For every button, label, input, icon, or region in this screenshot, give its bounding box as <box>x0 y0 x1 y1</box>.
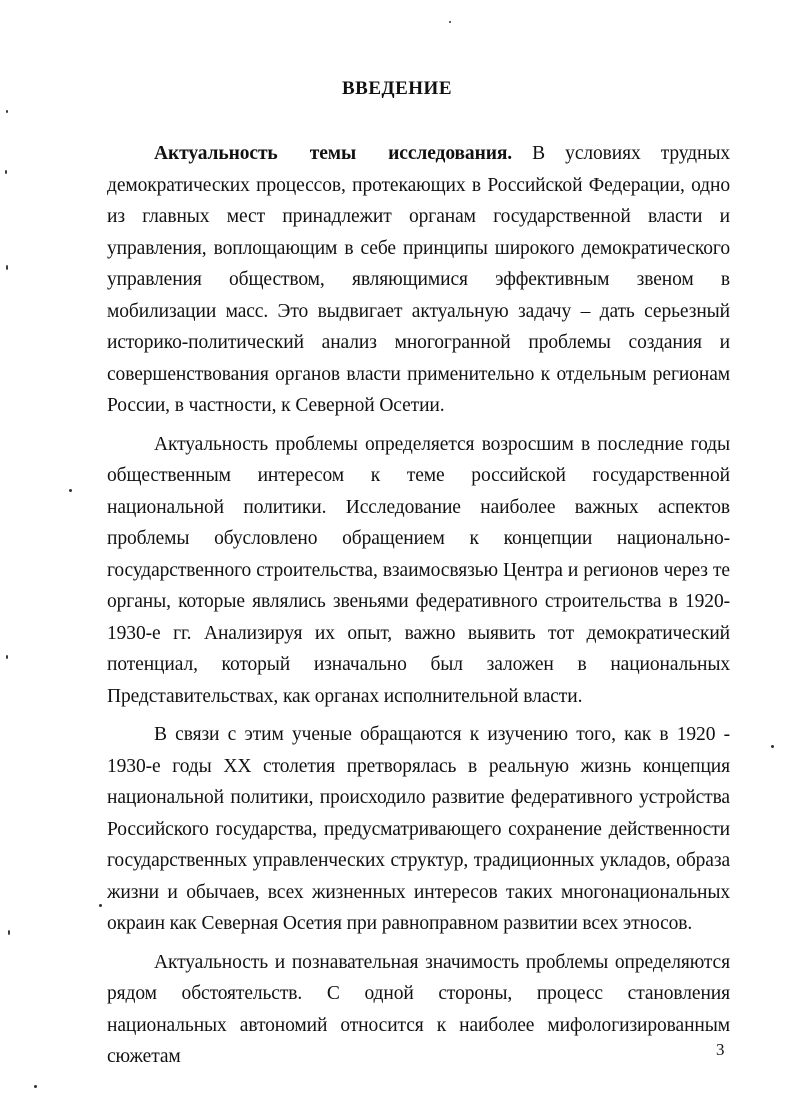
scan-speck <box>69 489 72 492</box>
scan-speck <box>99 904 102 907</box>
scan-speck <box>771 745 774 748</box>
paragraph-problem: Актуальность проблемы определяется возросшим в последние годы общественным интересом к теме российской государственной национальной политики. Исследование наиболее важных аспектов проблемы обусловлено обращением к концепции национально-государственного строительства, взаимосвязью Центра и регионов через те органы, которые являлись звеньями федеративного строительства в 1920-1930-е гг. Анализируя их опыт, важно выявить тот демократический потенциал, который изначально был заложен в национальных Представительствах, как органах исполнительной власти. <box>107 433 730 707</box>
document-body <box>107 138 730 1080</box>
paragraph-context: В связи с этим ученые обращаются к изучению того, как в 1920 - 1930-е годы XX столетия претворялась в реальную жизнь концепция национальной политики, происходило развитие федеративного устройства Российского государства, предусматривающего сохранение действенности государственных управленческих структур, традиционных укладов, образа жизни и обычаев, всех жизненных интересов таких многонациональных окраин как Северная Осетия при равноправном развитии всех этносов. <box>107 724 730 934</box>
scan-speck <box>449 21 451 23</box>
scan-speck <box>8 930 10 935</box>
page-number: 3 <box>716 1040 725 1059</box>
scan-speck <box>34 1085 37 1088</box>
scan-speck <box>6 655 8 659</box>
scan-speck <box>6 265 8 270</box>
paragraph-significance: Актуальность и познавательная значимость проблемы определяются рядом обстоятельств. С одной стороны, процесс становления национальных автономий относится к наиболее мифологизированным сюжетам <box>107 951 730 1067</box>
paragraph-text: В условиях трудных демократических процессов, протекающих в Российской Федерации, одно из главных мест принадлежит органам государственной власти и управления, воплощающим в себе принципы широкого демократического управления обществом, являющимися эффективным звеном в мобилизации масс. Это выдвигает актуальную задачу – дать серьезный историко-политический анализ многогранной проблемы создания и совершенствования органов власти применительно к отдельным регионам России, в частности, к Северной Осетии. <box>107 143 730 416</box>
page-title: ВВЕДЕНИЕ <box>342 78 452 99</box>
scan-speck <box>5 170 7 174</box>
paragraph-lead: Актуальность темы исследования. <box>154 143 513 164</box>
scan-speck <box>6 110 8 113</box>
paragraph-relevance <box>107 138 730 422</box>
